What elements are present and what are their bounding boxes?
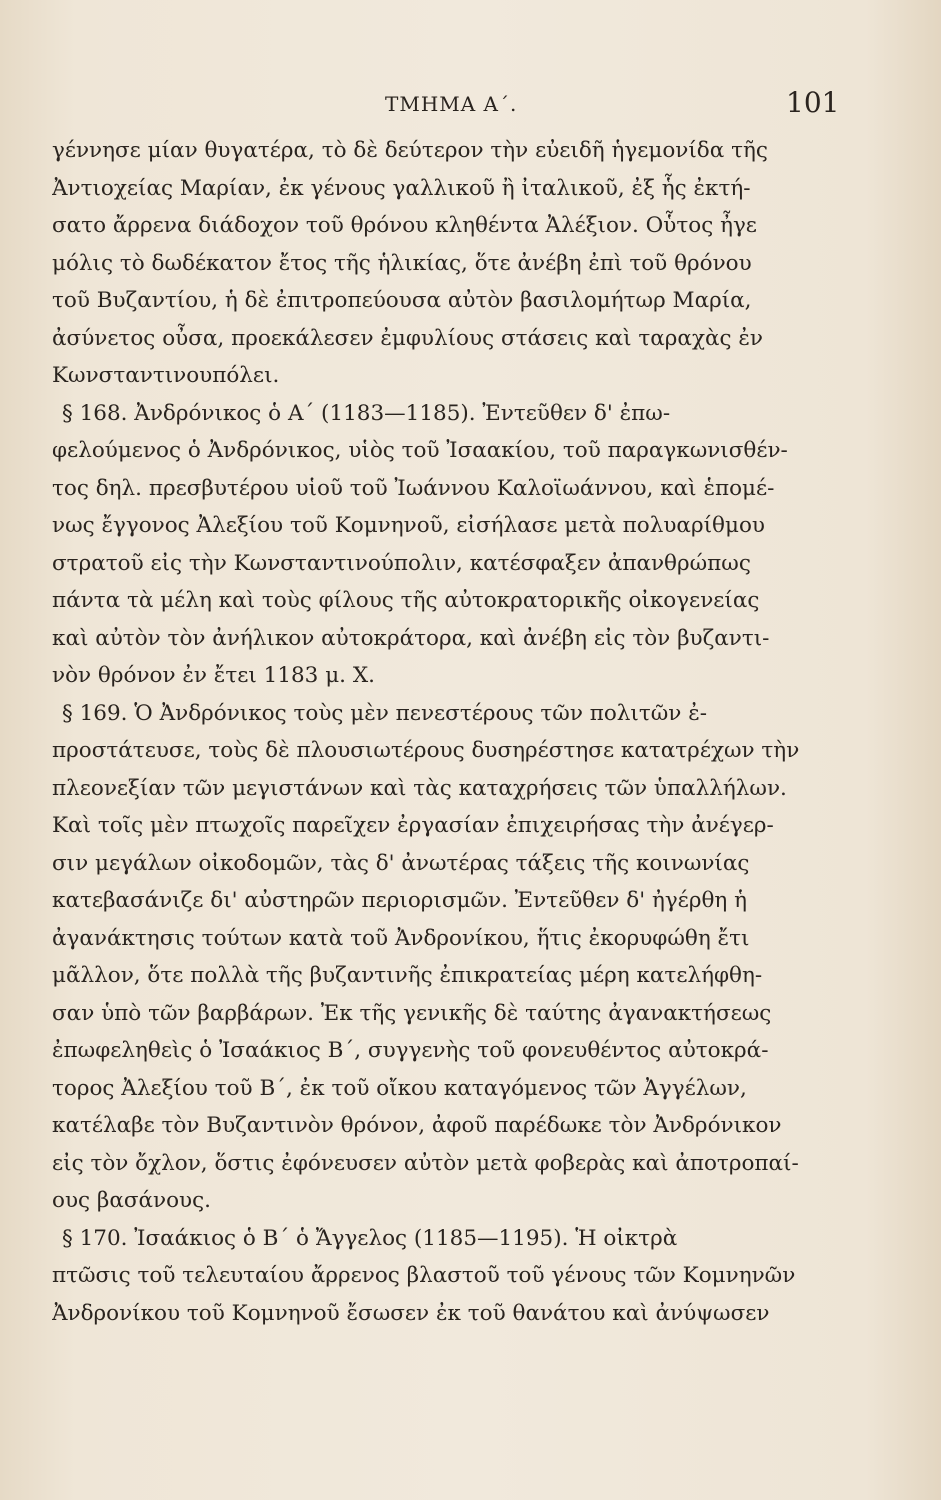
- text-line: κατέλαβε τὸν Βυζαντινὸν θρόνον, ἀφοῦ παρέδωκε τὸν Ἀνδρόνικον: [52, 1113, 782, 1138]
- text-body: [52, 132, 842, 1332]
- text-line: σατο ἄρρενα διάδοχον τοῦ θρόνου κληθέντα Ἀλέξιον. Οὗτος ἦγε: [52, 213, 757, 238]
- text-line: προστάτευσε, τοὺς δὲ πλουσιωτέρους δυσηρέστησε κατατρέχων τὴν: [52, 738, 800, 763]
- text-line: τορος Ἀλεξίου τοῦ Β΄, ἐκ τοῦ οἴκου καταγόμενος τῶν Ἀγγέλων,: [52, 1075, 747, 1101]
- text-line: καὶ αὐτὸν τὸν ἀνήλικον αὐτοκράτορα, καὶ ἀνέβη εἰς τὸν βυζαντι-: [52, 625, 770, 651]
- text-line: Ἀντιοχείας Μαρίαν, ἐκ γένους γαλλικοῦ ἢ ἰταλικοῦ, ἐξ ἧς ἐκτή-: [52, 175, 751, 201]
- text-line: στρατοῦ εἰς τὴν Κωνσταντινούπολιν, κατέσφαξεν ἀπανθρώπως: [52, 550, 751, 576]
- text-line: ἀσύνετος οὖσα, προεκάλεσεν ἐμφυλίους στάσεις καὶ ταραχὰς ἐν: [52, 325, 763, 351]
- section-170-heading-line: § 170. Ἰσαάκιος ὁ Β΄ ὁ Ἄγγελος (1185—1195). Ἡ οἰκτρὰ: [62, 1225, 678, 1251]
- section-169-heading-line: § 169. Ὁ Ἀνδρόνικος τοὺς μὲν πενεστέρους τῶν πολιτῶν ἐ-: [62, 700, 707, 726]
- text-line: τος δηλ. πρεσβυτέρου υἱοῦ τοῦ Ἰωάννου Καλοϊωάννου, καὶ ἑπομέ-: [52, 475, 775, 501]
- page-header: [0, 86, 941, 126]
- text-line: κατεβασάνιζε δι' αὐστηρῶν περιορισμῶν. Ἐντεῦθεν δ' ἠγέρθη ἡ: [52, 888, 748, 913]
- text-line: νὸν θρόνον ἐν ἔτει 1183 μ. Χ.: [52, 663, 375, 688]
- text-line: φελούμενος ὁ Ἀνδρόνικος, υἱὸς τοῦ Ἰσαακίου, τοῦ παραγκωνισθέν-: [52, 438, 788, 463]
- text-line: σαν ὑπὸ τῶν βαρβάρων. Ἐκ τῆς γενικῆς δὲ ταύτης ἀγανακτήσεως: [52, 1000, 772, 1026]
- text-line: Ἀνδρονίκου τοῦ Κομνηνοῦ ἔσωσεν ἐκ τοῦ θανάτου καὶ ἀνύψωσεν: [52, 1300, 770, 1326]
- text-line: ους βασάνους.: [52, 1188, 211, 1213]
- text-line: ἐπωφεληθεὶς ὁ Ἰσαάκιος Β΄, συγγενὴς τοῦ φονευθέντος αὐτοκρά-: [52, 1038, 769, 1063]
- text-line: πτῶσις τοῦ τελευταίου ἄρρενος βλαστοῦ τοῦ γένους τῶν Κομνηνῶν: [52, 1263, 796, 1288]
- text-line: τοῦ Βυζαντίου, ἡ δὲ ἐπιτροπεύουσα αὐτὸν βασιλομήτωρ Μαρία,: [52, 288, 752, 313]
- text-line: εἰς τὸν ὄχλον, ὅστις ἐφόνευσεν αὐτὸν μετὰ φοβερὰς καὶ ἀποτροπαί-: [52, 1150, 799, 1176]
- text-line: Κωνσταντινουπόλει.: [52, 363, 280, 388]
- page-number: 101: [786, 86, 840, 119]
- text-line: σιν μεγάλων οἰκοδομῶν, τὰς δ' ἀνωτέρας τάξεις τῆς κοινωνίας: [52, 850, 750, 876]
- text-line: μόλις τὸ δωδέκατον ἔτος τῆς ἡλικίας, ὅτε ἀνέβη ἐπὶ τοῦ θρόνου: [52, 250, 752, 276]
- running-head: ΤΜΗΜΑ Α΄.: [385, 92, 518, 116]
- text-line: γέννησε μίαν θυγατέρα, τὸ δὲ δεύτερον τὴν εὐειδῆ ἡγεμονίδα τῆς: [52, 138, 768, 163]
- text-line: νως ἔγγονος Ἀλεξίου τοῦ Κομνηνοῦ, εἰσήλασε μετὰ πολυαρίθμου: [52, 513, 765, 538]
- text-line: Καὶ τοῖς μὲν πτωχοῖς παρεῖχεν ἐργασίαν ἐπιχειρήσας τὴν ἀνέγερ-: [52, 813, 774, 838]
- text-line: πλεονεξίαν τῶν μεγιστάνων καὶ τὰς καταχρήσεις τῶν ὑπαλλήλων.: [52, 775, 787, 801]
- text-line: ἀγανάκτησις τούτων κατὰ τοῦ Ἀνδρονίκου, ἥτις ἐκορυφώθη ἔτι: [52, 925, 750, 951]
- text-line: πάντα τὰ μέλη καὶ τοὺς φίλους τῆς αὐτοκρατορικῆς οἰκογενείας: [52, 588, 760, 613]
- section-168-heading-line: § 168. Ἀνδρόνικος ὁ Α΄ (1183—1185). Ἐντεῦθεν δ' ἐπω-: [62, 400, 671, 426]
- text-line: μᾶλλον, ὅτε πολλὰ τῆς βυζαντινῆς ἐπικρατείας μέρη κατελήφθη-: [52, 963, 763, 988]
